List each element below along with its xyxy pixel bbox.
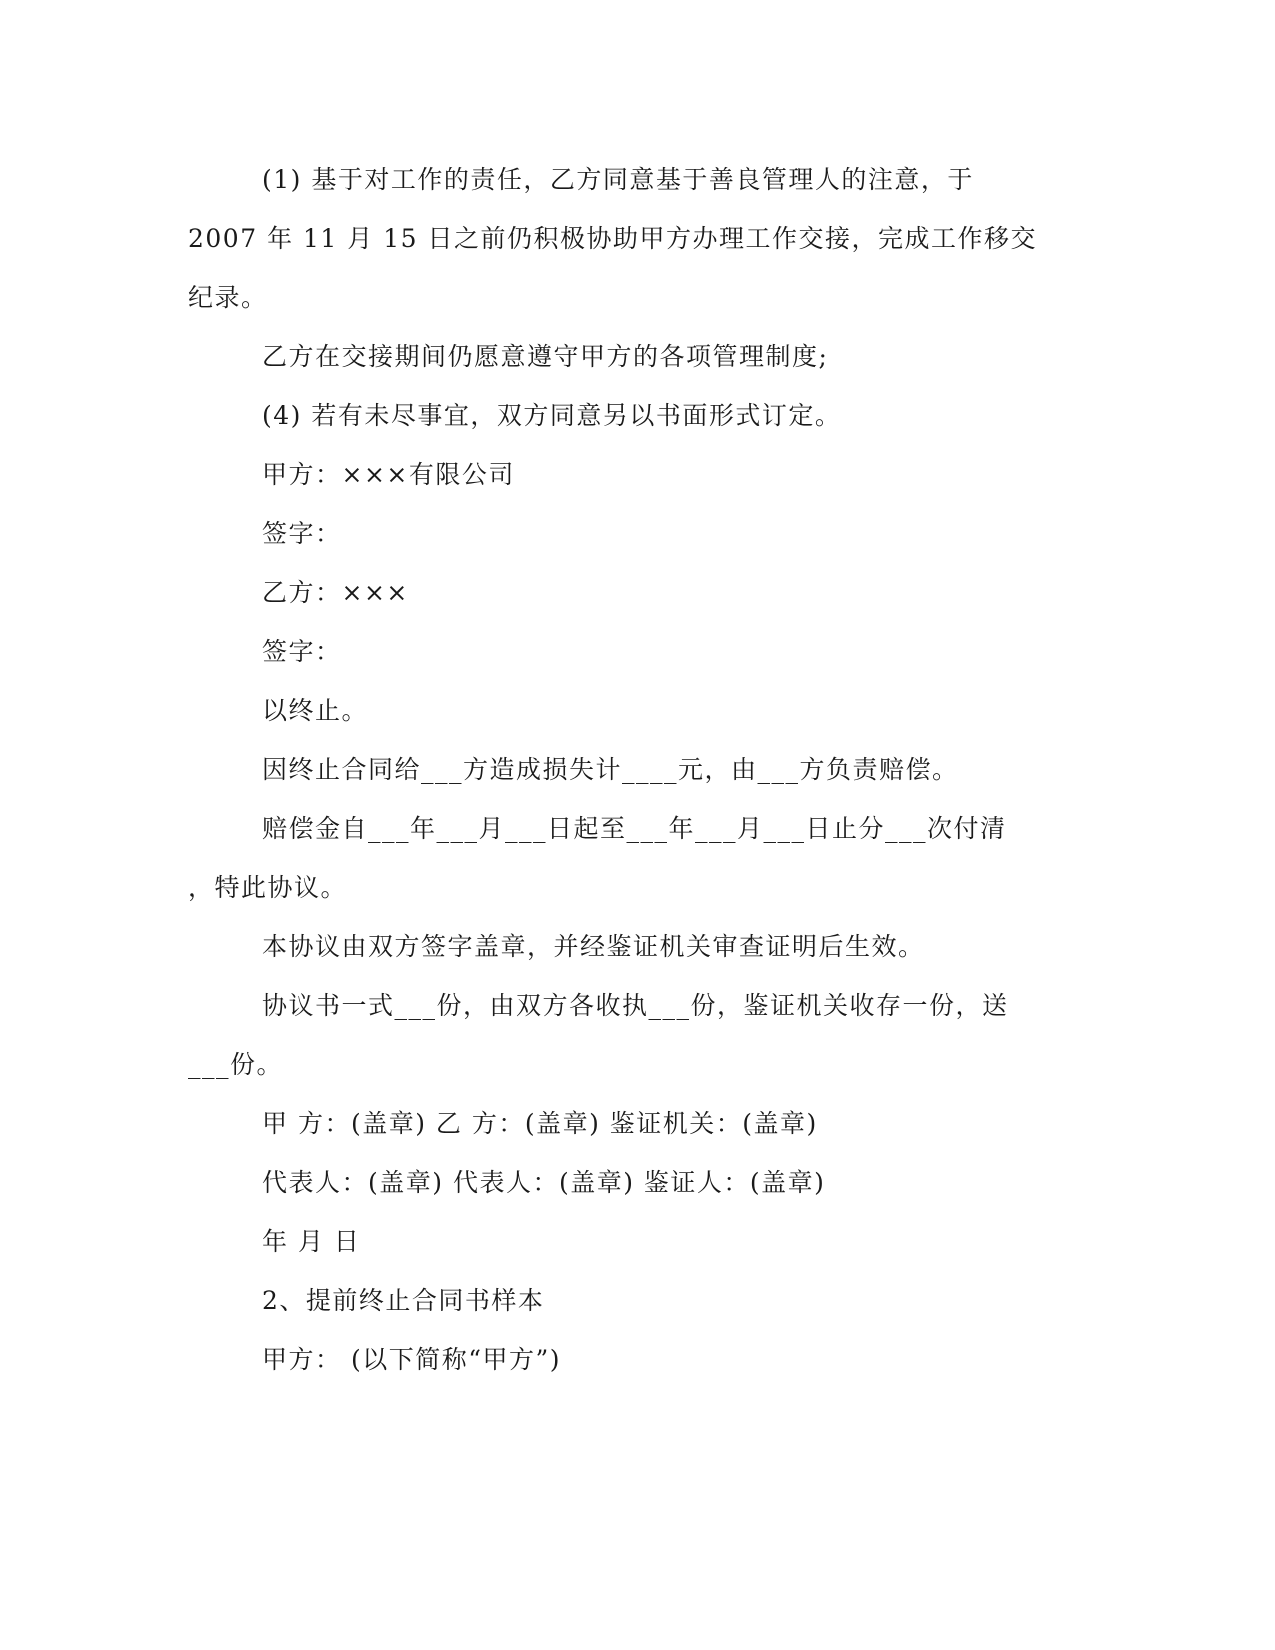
party-a-definition: 甲方： (以下简称“甲方”)	[262, 1345, 562, 1374]
party-a-signature: 签字：	[262, 519, 342, 548]
party-b-signature: 签字：	[262, 637, 342, 666]
seal-line-representatives: 代表人：(盖章) 代表人：(盖章) 鉴证人：(盖章)	[262, 1168, 826, 1197]
seal-line-parties: 甲 方：(盖章) 乙 方：(盖章) 鉴证机关：(盖章)	[262, 1109, 818, 1138]
compensation-schedule: 赔偿金自___年___月___日起至___年___月___日止分___次付清	[262, 814, 1007, 843]
effective-clause: 本协议由双方签字盖章，并经鉴证机关审查证明后生效。	[262, 932, 925, 961]
date-line: 年 月 日	[262, 1227, 361, 1256]
section-heading: 2、提前终止合同书样本	[262, 1286, 545, 1315]
termination-line: 以终止。	[262, 696, 369, 725]
copies-clause: 协议书一式___份，由双方各收执___份，鉴证机关收存一份，送	[262, 991, 1009, 1020]
paragraph-clause-1: (1) 基于对工作的责任，乙方同意基于善良管理人的注意，于	[262, 165, 974, 194]
party-a-line: 甲方：×××有限公司	[262, 460, 515, 489]
paragraph-compliance: 乙方在交接期间仍愿意遵守甲方的各项管理制度;	[262, 342, 829, 371]
compensation-schedule-end: ，特此协议。	[188, 873, 348, 902]
party-b-line: 乙方：×××	[262, 578, 409, 607]
paragraph-clause-1-end: 纪录。	[188, 283, 268, 312]
paragraph-clause-4: (4) 若有未尽事宜，双方同意另以书面形式订定。	[262, 401, 842, 430]
copies-clause-end: ___份。	[188, 1050, 284, 1079]
compensation-loss: 因终止合同给___方造成损失计____元，由___方负责赔偿。	[262, 755, 959, 784]
paragraph-clause-1-cont: 2007 年 11 月 15 日之前仍积极协助甲方办理工作交接，完成工作移交	[188, 224, 1037, 253]
